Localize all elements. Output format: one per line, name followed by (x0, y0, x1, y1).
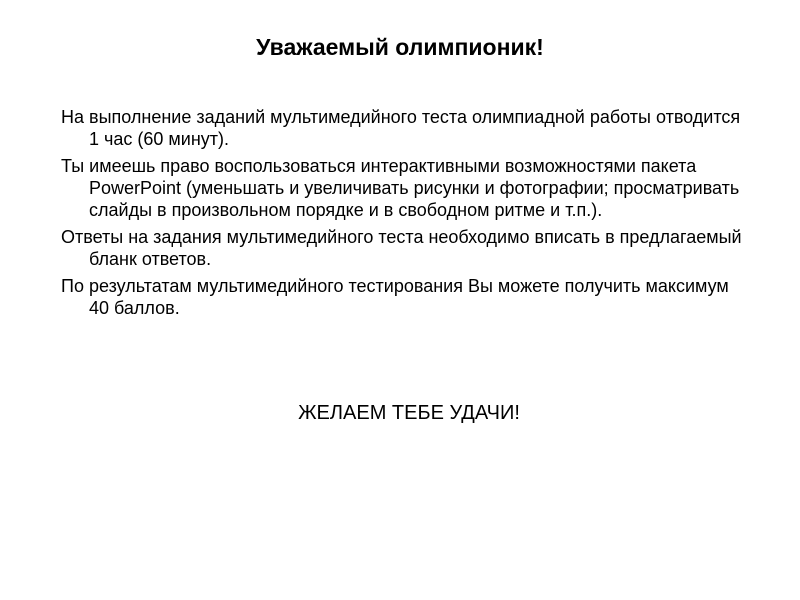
instruction-paragraph: Ты имеешь право воспользоваться интерактивными возможностями пакета PowerPoint (уменьшать и увеличивать рисунки и фотографии; просматривать слайды в произвольном порядке и в свободном ритме и т.п.). (61, 156, 740, 220)
slide-title: Уважаемый олимпионик! (256, 34, 544, 60)
instruction-paragraph: Ответы на задания мультимедийного теста необходимо вписать в предлагаемый бланк ответов. (61, 227, 742, 269)
closing-wish: ЖЕЛАЕМ ТЕБЕ УДАЧИ! (298, 402, 520, 424)
instruction-paragraph: По результатам мультимедийного тестирования Вы можете получить максимум 40 баллов. (61, 276, 729, 318)
instruction-paragraph: На выполнение заданий мультимедийного теста олимпиадной работы отводится 1 час (60 минут). (61, 107, 741, 149)
instruction-list (61, 106, 751, 324)
